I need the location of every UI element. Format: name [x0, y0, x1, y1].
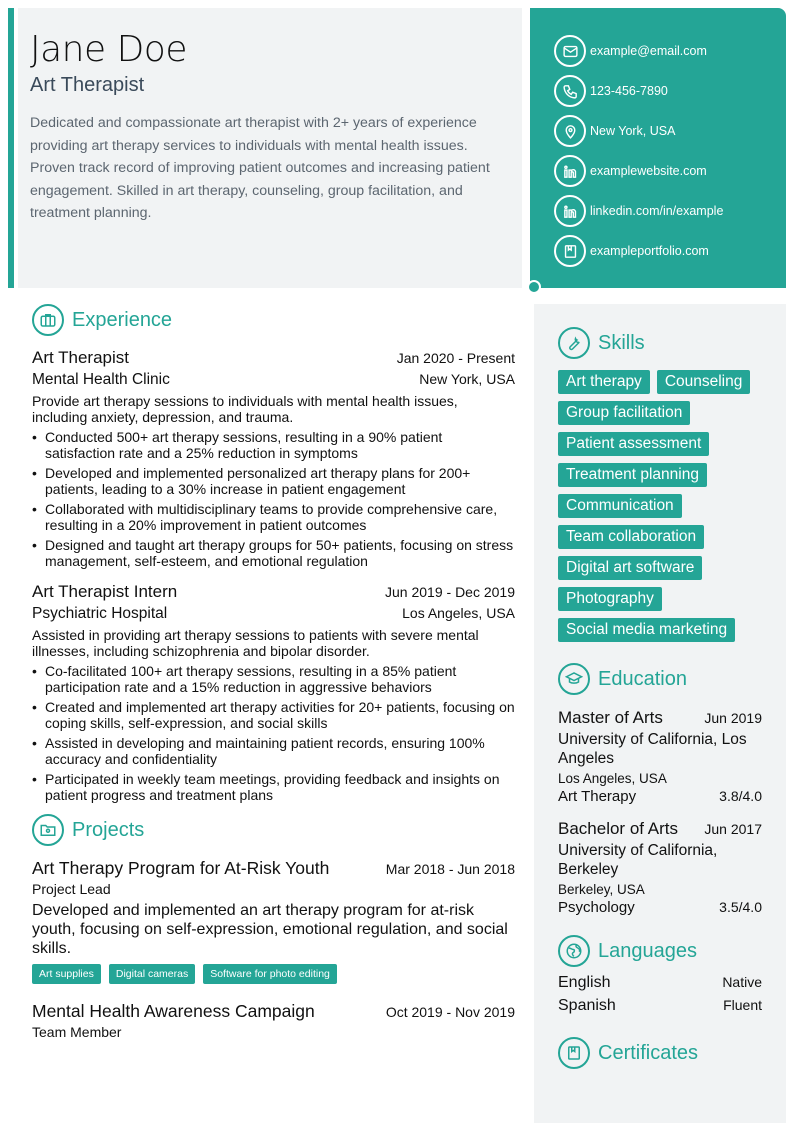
list-item: • Assisted in developing and maintaining patient records, ensuring 100% accuracy and confidentiality: [32, 735, 515, 767]
contact-linkedin[interactable]: [554, 191, 786, 231]
globe-icon: [558, 935, 590, 967]
entry-description: Assisted in providing art therapy sessions to patients with severe mental illnesses, including schizophrenia and bipolar disorder.: [32, 627, 479, 659]
education-entry: [558, 708, 762, 805]
tool-tag: Art supplies: [32, 964, 101, 984]
tool-tag: Software for photo editing: [203, 964, 337, 984]
achievement-list: [32, 663, 515, 803]
language-level: Native: [722, 974, 762, 990]
skills-list: [558, 370, 762, 642]
contact-website[interactable]: [554, 151, 786, 191]
certificates-heading: [558, 1036, 762, 1070]
skill-tag: Team collaboration: [558, 525, 704, 549]
entry-date: Jun 2019 - Dec 2019: [385, 584, 515, 600]
job-title: Art Therapist: [30, 74, 145, 96]
list-item: • Participated in weekly team meetings, providing feedback and insights on patient progress and treatment plans: [32, 771, 515, 803]
project-tools: [32, 964, 515, 984]
candidate-name: Jane Doe: [30, 29, 187, 70]
project-entry: [32, 1000, 515, 1040]
certificate-icon: [558, 1037, 590, 1069]
education-heading: [558, 662, 762, 696]
languages-heading: [558, 934, 762, 968]
field-of-study: Psychology: [558, 899, 635, 916]
list-item: • Collaborated with multidisciplinary teams to provide comprehensive care, resulting in a 20% improvement in patient outcomes: [32, 501, 515, 533]
linkedin-icon: [554, 155, 586, 187]
project-date: Oct 2019 - Nov 2019: [385, 1004, 515, 1020]
wrench-icon: [558, 327, 590, 359]
main-column: [32, 303, 515, 1040]
languages-list: [558, 974, 762, 1020]
education-entry: [558, 819, 762, 916]
section-title: Projects: [72, 818, 145, 841]
tool-tag: Digital cameras: [109, 964, 195, 984]
skill-tag: Communication: [558, 494, 682, 518]
entry-description: Provide art therapy sessions to individuals with mental health issues, including anxiety, depression, and trauma.: [32, 393, 458, 425]
linkedin-icon: [554, 195, 586, 227]
degree: Bachelor of Arts: [558, 819, 679, 838]
experience-entry: [32, 347, 515, 569]
school-location: Berkeley, USA: [558, 882, 645, 897]
sidebar: [534, 304, 786, 1123]
contact-location: [554, 111, 786, 151]
graduation-cap-icon: [558, 663, 590, 695]
list-item: • Designed and taught art therapy groups for 50+ patients, focusing on stress management, self-esteem, and emotional regulation: [32, 537, 515, 569]
project-title: Art Therapy Program for At-Risk Youth: [32, 858, 330, 878]
graduation-date: Jun 2017: [704, 821, 762, 837]
map-pin-icon: [554, 115, 586, 147]
section-title: Experience: [72, 308, 173, 331]
skill-tag: Group facilitation: [558, 401, 690, 425]
briefcase-icon: [32, 304, 64, 336]
section-title: Education: [598, 667, 687, 690]
contact-email[interactable]: [554, 31, 786, 71]
contact-panel: [530, 8, 786, 288]
folder-icon: [32, 814, 64, 846]
section-title: Skills: [598, 331, 645, 354]
skill-tag: Patient assessment: [558, 432, 709, 456]
entry-organization: Mental Health Clinic: [32, 371, 170, 388]
experience-heading: [32, 303, 515, 337]
portfolio-icon: [554, 235, 586, 267]
accent-bar: [8, 8, 14, 288]
list-item: • Co-facilitated 100+ art therapy sessions, resulting in a 85% patient participation rate and a 15% reduction in aggressive behaviors: [32, 663, 515, 695]
experience-entry: [32, 581, 515, 803]
project-date: Mar 2018 - Jun 2018: [385, 861, 515, 877]
entry-organization: Psychiatric Hospital: [32, 605, 168, 622]
language-name: Spanish: [558, 997, 616, 1014]
entry-title: Art Therapist Intern: [32, 582, 178, 601]
project-role: Team Member: [32, 1024, 122, 1040]
header-panel: [18, 8, 522, 288]
project-role: Project Lead: [32, 881, 111, 897]
skill-tag: Art therapy: [558, 370, 650, 394]
language-row: [558, 974, 762, 997]
phone-icon: [554, 75, 586, 107]
achievement-list: [32, 429, 515, 569]
language-name: English: [558, 974, 611, 991]
skill-tag: Counseling: [657, 370, 751, 394]
skill-tag: Photography: [558, 587, 662, 611]
linkedin-text: linkedin.com/in/example: [590, 204, 724, 218]
graduation-date: Jun 2019: [704, 710, 762, 726]
skills-heading: [558, 326, 762, 360]
gpa: 3.5/4.0: [719, 899, 762, 915]
skill-tag: Digital art software: [558, 556, 702, 580]
entry-location: New York, USA: [419, 371, 515, 387]
envelope-icon: [554, 35, 586, 67]
school: University of California, Los Angeles: [558, 731, 747, 767]
contact-portfolio[interactable]: [554, 231, 786, 271]
entry-title: Art Therapist: [32, 348, 130, 367]
contact-phone[interactable]: [554, 71, 786, 111]
location-text: New York, USA: [590, 124, 676, 138]
school-location: Los Angeles, USA: [558, 771, 667, 786]
field-of-study: Art Therapy: [558, 788, 637, 805]
section-title: Languages: [598, 939, 697, 962]
projects-heading: [32, 813, 515, 847]
school: University of California, Berkeley: [558, 842, 718, 878]
project-title: Mental Health Awareness Campaign: [32, 1001, 315, 1021]
degree: Master of Arts: [558, 708, 663, 727]
entry-date: Jan 2020 - Present: [396, 350, 515, 366]
list-item: • Created and implemented art therapy activities for 20+ patients, focusing on coping skills, self-expression, and social skills: [32, 699, 515, 731]
project-description: Developed and implemented an art therapy program for at-risk youth, focusing on self-expression, emotional regulation, and social skills.: [32, 902, 508, 957]
gpa: 3.8/4.0: [719, 788, 762, 804]
connector-dot: [527, 280, 541, 294]
entry-location: Los Angeles, USA: [402, 605, 515, 621]
language-row: [558, 997, 762, 1020]
project-entry: [32, 857, 515, 984]
email-text: example@email.com: [590, 44, 707, 58]
section-title: Certificates: [598, 1041, 699, 1064]
portfolio-text: exampleportfolio.com: [590, 244, 709, 258]
skill-tag: Social media marketing: [558, 618, 735, 642]
profile-summary: Dedicated and compassionate art therapist with 2+ years of experience providing art therapy services to individuals with mental health issues. Proven track record of improving patient outcomes and increasing patient engagement. Skilled in art therapy, counseling, group facilitation, and treatment planning.: [30, 115, 490, 222]
list-item: • Conducted 500+ art therapy sessions, resulting in a 90% patient satisfaction rate and a 25% reduction in symptoms: [32, 429, 515, 461]
language-level: Fluent: [723, 997, 762, 1013]
skill-tag: Treatment planning: [558, 463, 707, 487]
website-text: examplewebsite.com: [590, 164, 707, 178]
phone-text: 123-456-7890: [590, 84, 668, 98]
list-item: • Developed and implemented personalized art therapy plans for 200+ patients, leading to a 30% increase in patient engagement: [32, 465, 515, 497]
